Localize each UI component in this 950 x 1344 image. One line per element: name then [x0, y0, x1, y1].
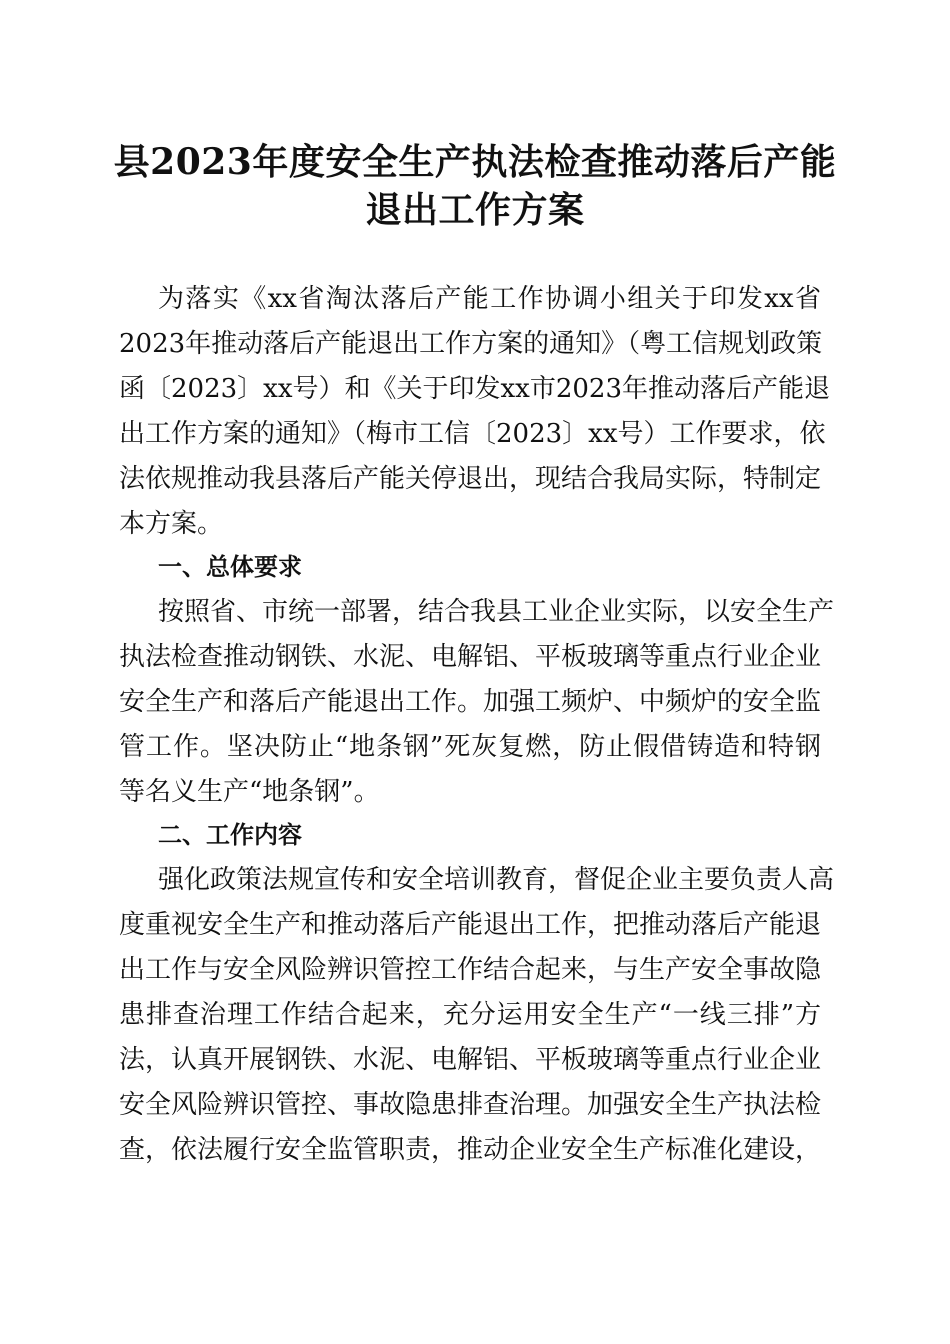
- section2-line: 出工作与安全风险辨识管控工作结合起来，与生产安全事故隐: [119, 955, 822, 985]
- section2-line: 患排查治理工作结合起来，充分运用安全生产“一线三排”方: [119, 1000, 821, 1030]
- section1-line: 等名义生产“地条钢”。: [119, 777, 380, 807]
- intro-line: 2023年推动落后产能退出工作方案的通知》（粤工信规划政策: [119, 329, 823, 359]
- section2-line: 法，认真开展钢铁、水泥、电解铝、平板玻璃等重点行业企业: [119, 1045, 822, 1075]
- section1-line: 管工作。坚决防止“地条钢”死灰复燃，防止假借铸造和特钢: [119, 732, 821, 762]
- intro-line: 为落实《xx省淘汰落后产能工作协调小组关于印发xx省: [158, 284, 821, 314]
- section2-line: 度重视安全生产和推动落后产能退出工作，把推动落后产能退: [119, 910, 822, 940]
- section2-line: 安全风险辨识管控、事故隐患排查治理。加强安全生产执法检: [119, 1090, 822, 1120]
- section-heading-general-requirements: 一、总体要求: [158, 553, 302, 581]
- section1-line: 按照省、市统一部署，结合我县工业企业实际，以安全生产: [158, 597, 835, 627]
- section-heading-work-content: 二、工作内容: [158, 821, 302, 849]
- section2-line: 强化政策法规宣传和安全培训教育，督促企业主要负责人高: [158, 865, 835, 895]
- section2-line: 查，依法履行安全监管职责，推动企业安全生产标准化建设，: [119, 1135, 822, 1165]
- section1-line: 执法检查推动钢铁、水泥、电解铝、平板玻璃等重点行业企业: [119, 642, 822, 672]
- section1-line: 安全生产和落后产能退出工作。加强工频炉、中频炉的安全监: [119, 687, 822, 717]
- intro-line: 法依规推动我县落后产能关停退出，现结合我局实际，特制定: [119, 464, 822, 494]
- intro-line: 本方案。: [119, 509, 224, 539]
- document-title-line-1: 县2023年度安全生产执法检查推动落后产能: [113, 141, 837, 183]
- document-title-line-2: 退出工作方案: [365, 189, 585, 231]
- intro-line: 出工作方案的通知》（梅市工信〔2023〕xx号）工作要求，依: [119, 419, 826, 449]
- intro-line: 函〔2023〕xx号）和《关于印发xx市2023年推动落后产能退: [119, 374, 830, 404]
